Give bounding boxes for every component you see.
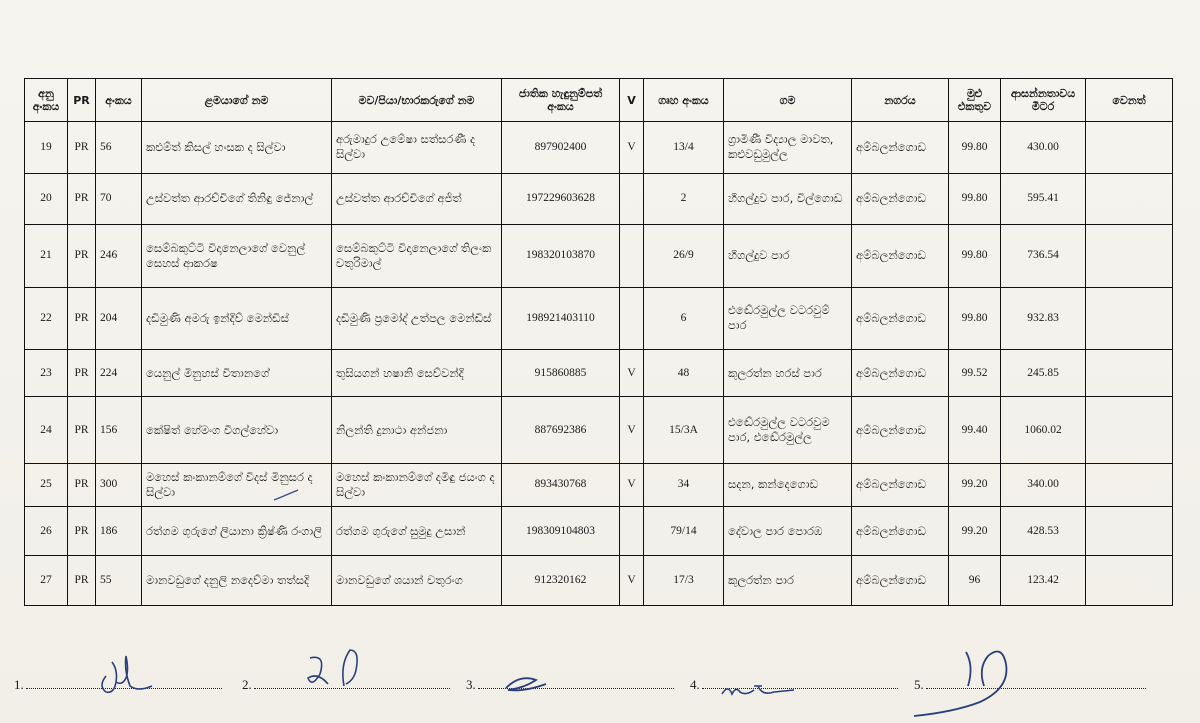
table-row: [25, 507, 1173, 556]
child-name-cell: මානවඩුගේ දනුලි නදෙව්මා තත්සදි: [142, 556, 332, 606]
town-cell: අම්බලන්ගොඩ: [852, 287, 949, 349]
child-name-cell: රත්ගම ගුරුගේ ලියානා ක්‍රිෂ්ණි රංගාලි: [142, 507, 332, 556]
distance-cell: 932.83: [1001, 287, 1086, 349]
header-number: අංකය: [96, 79, 142, 122]
pr-cell: PR: [68, 507, 96, 556]
header-child-name: ළමයාගේ නම: [142, 79, 332, 122]
total-cell: 96: [949, 556, 1001, 606]
village-cell: කුලරත්න හරස් පාර: [724, 350, 852, 397]
village-cell: දේවාල පාර පොරඹ: [724, 507, 852, 556]
header-town: නගරය: [852, 79, 949, 122]
signature-3-image: [500, 672, 560, 696]
v-cell: V: [620, 350, 644, 397]
signature-1-image: [86, 652, 156, 696]
parent-name-cell: සෙම්බකුට්ටි විදානෙලාගේ තිලංක චතුරිමාල්: [332, 225, 502, 287]
town-cell: අම්බලන්ගොඩ: [852, 350, 949, 397]
serial-no-cell: 26: [25, 507, 68, 556]
table-row: [25, 397, 1173, 464]
pen-mark: [272, 488, 302, 502]
number-cell: 70: [96, 173, 142, 225]
distance-cell: 1060.02: [1001, 397, 1086, 464]
village-cell: හීගල්දුව පාර, විල්ගොඩ: [724, 173, 852, 225]
selection-register-table: [24, 78, 1173, 606]
total-cell: 99.20: [949, 463, 1001, 506]
header-parent-name: මව/පියා/භාරකරුගේ නම: [332, 79, 502, 122]
table-row: [25, 463, 1173, 506]
serial-no-cell: 27: [25, 556, 68, 606]
signature-line-2: 2.: [242, 676, 450, 693]
table-row: [25, 350, 1173, 397]
other-cell: [1086, 507, 1173, 556]
parent-name-cell: උස්වත්ත ආරච්චිගේ අජිත්: [332, 173, 502, 225]
nic-cell: 887692386: [502, 397, 620, 464]
serial-no-cell: 25: [25, 463, 68, 506]
other-cell: [1086, 397, 1173, 464]
nic-cell: 198320103870: [502, 225, 620, 287]
parent-name-cell: දඩිමුණි ප්‍රමෝද් උත්පල මෙන්ඩිස්: [332, 287, 502, 349]
other-cell: [1086, 173, 1173, 225]
pr-cell: PR: [68, 173, 96, 225]
table-row: [25, 122, 1173, 174]
other-cell: [1086, 556, 1173, 606]
nic-cell: 897902400: [502, 122, 620, 174]
nic-cell: 915860885: [502, 350, 620, 397]
house-no-cell: 2: [644, 173, 724, 225]
other-cell: [1086, 350, 1173, 397]
distance-cell: 340.00: [1001, 463, 1086, 506]
v-cell: V: [620, 556, 644, 606]
pr-cell: PR: [68, 556, 96, 606]
number-cell: 224: [96, 350, 142, 397]
nic-cell: 197229603628: [502, 173, 620, 225]
v-cell: [620, 287, 644, 349]
other-cell: [1086, 122, 1173, 174]
house-no-cell: 34: [644, 463, 724, 506]
house-no-cell: 48: [644, 350, 724, 397]
signature-5-image: [904, 638, 1024, 720]
pr-cell: PR: [68, 225, 96, 287]
signature-line-1: 1.: [14, 676, 222, 693]
house-no-cell: 26/9: [644, 225, 724, 287]
nic-cell: 198309104803: [502, 507, 620, 556]
town-cell: අම්බලන්ගොඩ: [852, 556, 949, 606]
serial-no-cell: 21: [25, 225, 68, 287]
village-cell: සදන, කන්දෙගොඩ: [724, 463, 852, 506]
pr-cell: PR: [68, 287, 96, 349]
serial-no-cell: 23: [25, 350, 68, 397]
header-distance: ආසන්නතාවය මීටර: [1001, 79, 1086, 122]
total-cell: 99.80: [949, 287, 1001, 349]
pr-cell: PR: [68, 350, 96, 397]
header-house-no: ගෘහ අංකය: [644, 79, 724, 122]
parent-name-cell: නිලන්ති දුනාථා අන්ජනා: [332, 397, 502, 464]
number-cell: 246: [96, 225, 142, 287]
v-cell: V: [620, 122, 644, 174]
header-total: මුළු එකතුව: [949, 79, 1001, 122]
child-name-cell: කේෂිත් හේමංග වීගල්හේවා: [142, 397, 332, 464]
parent-name-cell: මානවඩුගේ ශයාන් චතුරංග: [332, 556, 502, 606]
number-cell: 204: [96, 287, 142, 349]
house-no-cell: 6: [644, 287, 724, 349]
pr-cell: PR: [68, 122, 96, 174]
other-cell: [1086, 225, 1173, 287]
village-cell: එඬේරමුල්ල වටරවුම පාර, එඬේරමුල්ල: [724, 397, 852, 464]
signature-line-3: 3.: [466, 676, 674, 693]
number-cell: 56: [96, 122, 142, 174]
child-name-cell: යෙනුල් මිනුහස් විතානගේ: [142, 350, 332, 397]
other-cell: [1086, 463, 1173, 506]
total-cell: 99.40: [949, 397, 1001, 464]
parent-name-cell: මහෙස් කංකානම්ගේ දමිඳු ජයංග ද සිල්වා: [332, 463, 502, 506]
signature-line-5: 5.: [914, 676, 1146, 693]
serial-no-cell: 19: [25, 122, 68, 174]
header-serial-no: අනු අංකය: [25, 79, 68, 122]
parent-name-cell: තුසියගන් හෂානි සෙව්වන්දි: [332, 350, 502, 397]
number-cell: 186: [96, 507, 142, 556]
distance-cell: 430.00: [1001, 122, 1086, 174]
distance-cell: 736.54: [1001, 225, 1086, 287]
total-cell: 99.52: [949, 350, 1001, 397]
house-no-cell: 13/4: [644, 122, 724, 174]
header-v: V: [620, 79, 644, 122]
total-cell: 99.80: [949, 122, 1001, 174]
header-nic: ජාතික හැඳුනුම්පත් අංකය: [502, 79, 620, 122]
distance-cell: 595.41: [1001, 173, 1086, 225]
table-header-row: [25, 79, 1173, 122]
v-cell: [620, 173, 644, 225]
table-row: [25, 173, 1173, 225]
town-cell: අම්බලන්ගොඩ: [852, 225, 949, 287]
serial-no-cell: 20: [25, 173, 68, 225]
signature-line-4: 4.: [690, 676, 898, 693]
village-cell: එඬේරමුල්ල වටරවුම් පාර: [724, 287, 852, 349]
table-row: [25, 287, 1173, 349]
town-cell: අම්බලන්ගොඩ: [852, 507, 949, 556]
child-name-cell: කළුම්ත් කිසල් හංසක ද සිල්වා: [142, 122, 332, 174]
v-cell: [620, 507, 644, 556]
nic-cell: 912320162: [502, 556, 620, 606]
header-other: වෙනත්: [1086, 79, 1173, 122]
distance-cell: 123.42: [1001, 556, 1086, 606]
v-cell: V: [620, 463, 644, 506]
v-cell: V: [620, 397, 644, 464]
number-cell: 55: [96, 556, 142, 606]
child-name-cell: මහෙස් කංකානම්ගේ විදස් මිනුසර ද සිල්වා: [142, 463, 332, 506]
house-no-cell: 79/14: [644, 507, 724, 556]
village-cell: හීගල්දුව පාර: [724, 225, 852, 287]
town-cell: අම්බලන්ගොඩ: [852, 463, 949, 506]
header-pr: PR: [68, 79, 96, 122]
child-name-cell: දඩිමුණි අමරු ඉන්දිව් මෙන්ඩිස්: [142, 287, 332, 349]
pr-cell: PR: [68, 463, 96, 506]
nic-cell: 893430768: [502, 463, 620, 506]
house-no-cell: 15/3A: [644, 397, 724, 464]
house-no-cell: 17/3: [644, 556, 724, 606]
parent-name-cell: අරුමාදුර උමේෂා සත්සරණී ද සිල්වා: [332, 122, 502, 174]
signature-2-image: [300, 646, 380, 690]
table-body: [25, 122, 1173, 606]
v-cell: [620, 225, 644, 287]
town-cell: අම්බලන්ගොඩ: [852, 122, 949, 174]
distance-cell: 428.53: [1001, 507, 1086, 556]
header-village: ගම: [724, 79, 852, 122]
distance-cell: 245.85: [1001, 350, 1086, 397]
table-row: [25, 556, 1173, 606]
serial-no-cell: 24: [25, 397, 68, 464]
total-cell: 99.20: [949, 507, 1001, 556]
pr-cell: PR: [68, 397, 96, 464]
child-name-cell: සෙම්බකුට්ටි විදානෙලාගේ වෙනුල් සෙහස් ආකරෂ: [142, 225, 332, 287]
total-cell: 99.80: [949, 173, 1001, 225]
town-cell: අම්බලන්ගොඩ: [852, 173, 949, 225]
nic-cell: 198921403110: [502, 287, 620, 349]
parent-name-cell: රත්ගම ගුරුගේ සුමුදු උසාන්: [332, 507, 502, 556]
town-cell: අම්බලන්ගොඩ: [852, 397, 949, 464]
other-cell: [1086, 287, 1173, 349]
village-cell: ග්‍රාමිණී විද්‍යාල මාවත, කළුවඩුමුල්ල: [724, 122, 852, 174]
number-cell: 156: [96, 397, 142, 464]
total-cell: 99.80: [949, 225, 1001, 287]
child-name-cell: උස්වත්ත ආරච්චිගේ තිනිඳු ජේනාල්: [142, 173, 332, 225]
village-cell: කුලරත්න පාර: [724, 556, 852, 606]
number-cell: 300: [96, 463, 142, 506]
serial-no-cell: 22: [25, 287, 68, 349]
table-row: [25, 225, 1173, 287]
signature-4-image: [718, 680, 798, 702]
